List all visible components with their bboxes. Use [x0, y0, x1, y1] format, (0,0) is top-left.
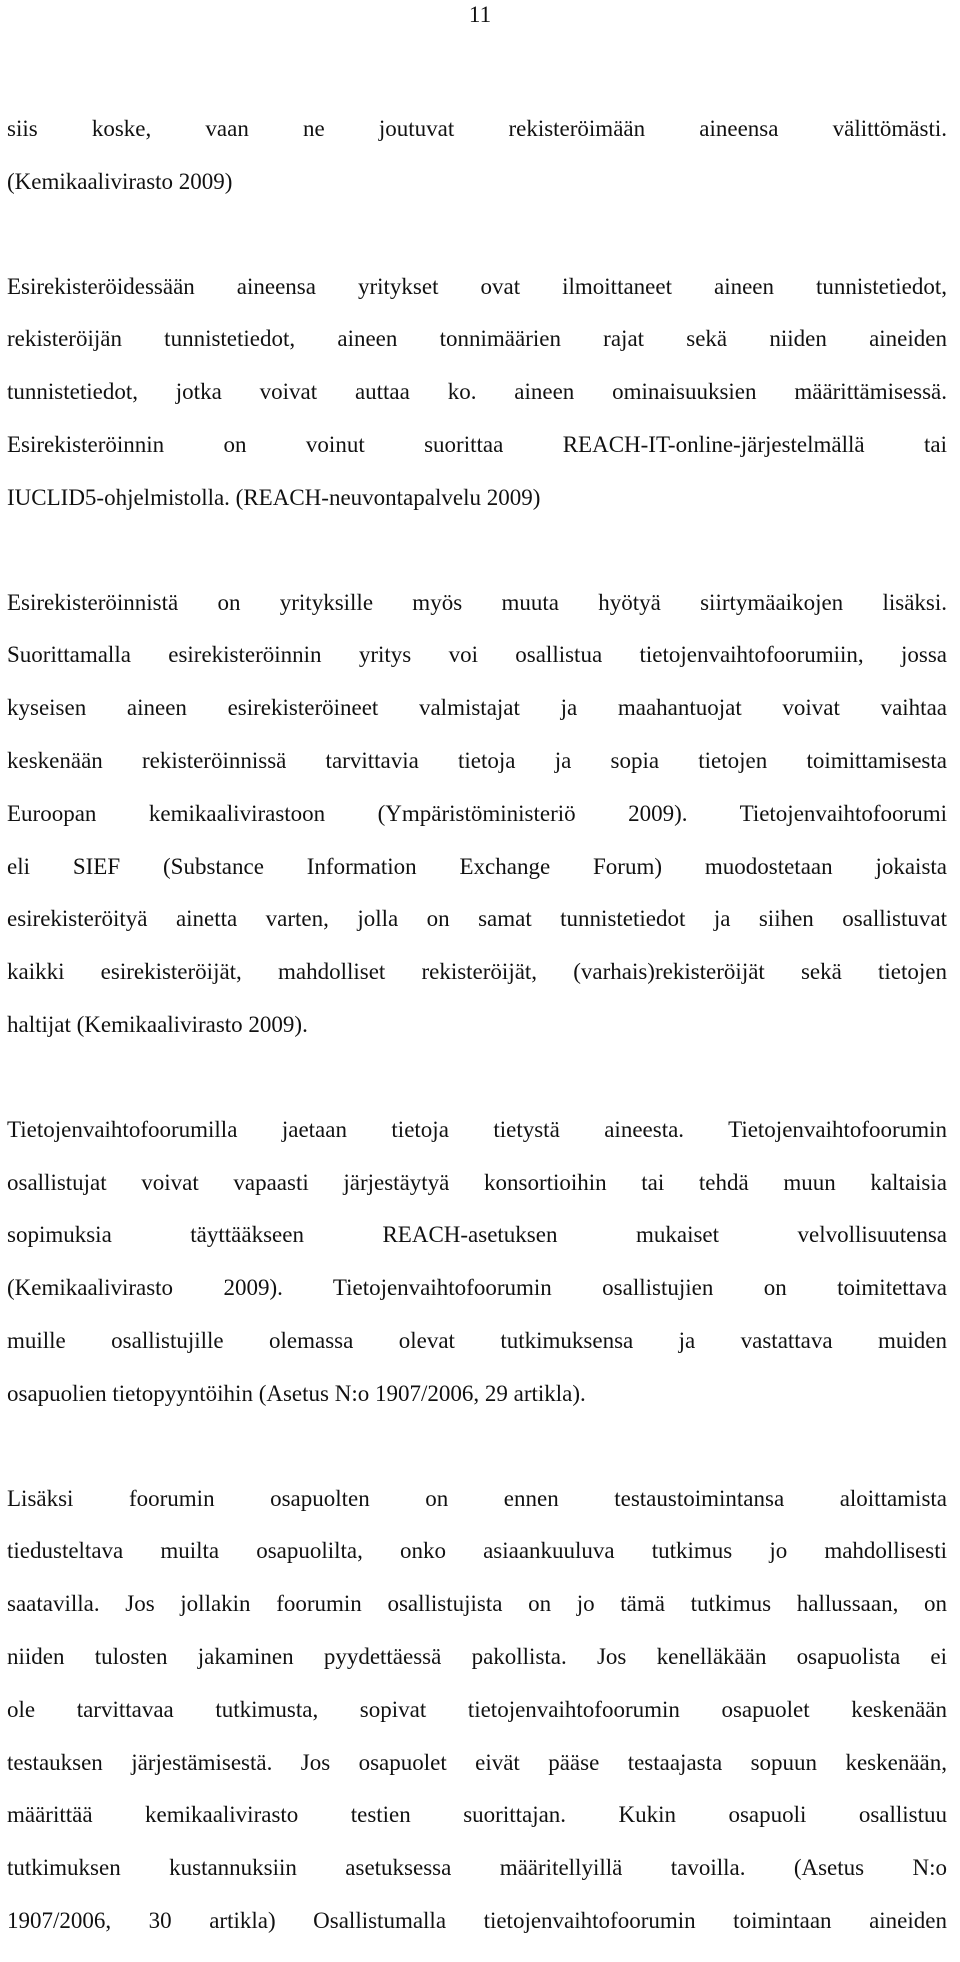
- text-line: osallistujat voivat vapaasti järjestäytyä konsortioihin tai tehdä muun kaltaisia: [7, 1169, 947, 1195]
- paragraph-2: [7, 275, 947, 539]
- text-line: esirekisteröityä ainetta varten, jolla on samat tunnistetiedot ja siihen osallistuvat: [7, 906, 947, 932]
- text-line: ole tarvittavaa tutkimusta, sopivat tietojenvaihtofoorumin osapuolet keskenään: [7, 1696, 947, 1722]
- text-line: IUCLID5-ohjelmistolla. (REACH-neuvontapalvelu 2009): [7, 484, 541, 510]
- page-number: 11: [468, 2, 492, 27]
- paragraph-4: [7, 1118, 947, 1435]
- text-line: saatavilla. Jos jollakin foorumin osallistujista on jo tämä tutkimus hallussaan, on: [7, 1591, 947, 1617]
- text-line: niiden tulosten jakaminen pyydettäessä pakollista. Jos kenelläkään osapuolista ei: [7, 1643, 947, 1669]
- text-line: osapuolien tietopyyntöihin (Asetus N:o 1907/2006, 29 artikla).: [7, 1380, 586, 1406]
- text-line: testauksen järjestämisestä. Jos osapuolet eivät pääse testaajasta sopuun keskenään,: [7, 1749, 947, 1775]
- document-body: [7, 117, 947, 1962]
- text-line: Tietojenvaihtofoorumilla jaetaan tietoja tietystä aineesta. Tietojenvaihtofoorumin: [7, 1116, 947, 1142]
- text-line: Esirekisteröidessään aineensa yritykset ovat ilmoittaneet aineen tunnistetiedot,: [7, 273, 947, 299]
- paragraph-gap: [7, 539, 947, 591]
- text-line: siis koske, vaan ne joutuvat rekisteröimään aineensa välittömästi.: [7, 116, 947, 141]
- text-line: tutkimuksen kustannuksiin asetuksessa määritellyillä tavoilla. (Asetus N:o: [7, 1855, 947, 1881]
- text-line: Suorittamalla esirekisteröinnin yritys voi osallistua tietojenvaihtofoorumiin, jossa: [7, 642, 947, 668]
- text-line: eli SIEF (Substance Information Exchange Forum) muodostetaan jokaista: [7, 853, 947, 879]
- text-line: haltijat (Kemikaalivirasto 2009).: [7, 1011, 308, 1037]
- paragraph-5: [7, 1487, 947, 1962]
- text-line: keskenään rekisteröinnissä tarvittavia tietoja ja sopia tietojen toimittamisesta: [7, 747, 947, 773]
- text-line: Esirekisteröinnin on voinut suorittaa REACH-IT-online-järjestelmällä tai: [7, 431, 947, 457]
- text-line: (Kemikaalivirasto 2009). Tietojenvaihtofoorumin osallistujien on toimitettava: [7, 1275, 947, 1301]
- text-line: Lisäksi foorumin osapuolten on ennen testaustoimintansa aloittamista: [7, 1485, 947, 1511]
- text-line: kaikki esirekisteröijät, mahdolliset rekisteröijät, (varhais)rekisteröijät sekä tietojen: [7, 959, 947, 985]
- text-line: sopimuksia täyttääkseen REACH-asetuksen mukaiset velvollisuutensa: [7, 1222, 947, 1248]
- text-line: rekisteröijän tunnistetiedot, aineen tonnimäärien rajat sekä niiden aineiden: [7, 326, 947, 352]
- paragraph-gap: [7, 1066, 947, 1118]
- text-line: 1907/2006, 30 artikla) Osallistumalla tietojenvaihtofoorumin toimintaan aineiden: [7, 1907, 947, 1933]
- paragraph-3: [7, 591, 947, 1066]
- paragraph-gap: [7, 223, 947, 275]
- text-line: tunnistetiedot, jotka voivat auttaa ko. aineen ominaisuuksien määrittämisessä.: [7, 379, 947, 405]
- text-line: kyseisen aineen esirekisteröineet valmistajat ja maahantuojat voivat vaihtaa: [7, 695, 947, 721]
- text-line: muille osallistujille olemassa olevat tutkimuksensa ja vastattava muiden: [7, 1327, 947, 1353]
- paragraph-1: [7, 117, 947, 223]
- paragraph-gap: [7, 1435, 947, 1487]
- text-line: määrittää kemikaalivirasto testien suorittajan. Kukin osapuoli osallistuu: [7, 1802, 947, 1828]
- text-line: (Kemikaalivirasto 2009): [7, 168, 233, 194]
- text-line: Esirekisteröinnistä on yrityksille myös muuta hyötyä siirtymäaikojen lisäksi.: [7, 589, 947, 615]
- text-line: tiedusteltava muilta osapuolilta, onko asiaankuuluva tutkimus jo mahdollisesti: [7, 1538, 947, 1564]
- text-line: Euroopan kemikaalivirastoon (Ympäristöministeriö 2009). Tietojenvaihtofoorumi: [7, 800, 947, 826]
